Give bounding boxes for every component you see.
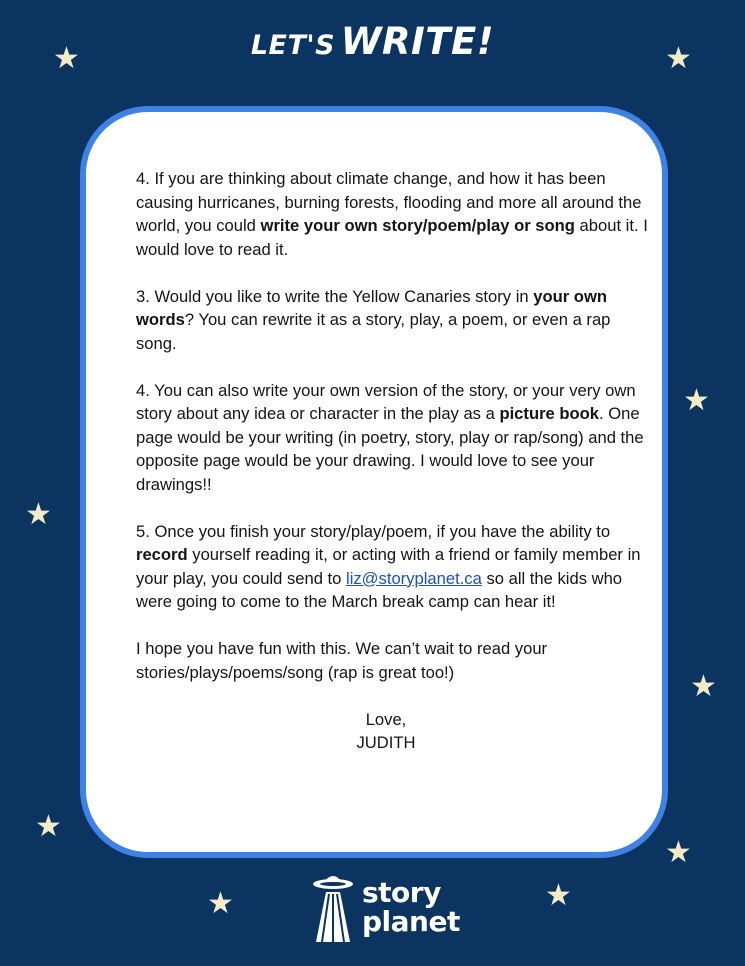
star-icon: ★ [545,878,572,913]
star-icon: ★ [665,41,692,76]
title-write: WRITE! [340,20,495,63]
logo-line-story: story [362,876,441,909]
star-icon: ★ [690,669,717,704]
star-icon: ★ [207,886,234,921]
star-icon: ★ [35,809,62,844]
logo-line-planet: planet [362,905,460,938]
star-icon: ★ [665,835,692,870]
page-title [0,20,745,63]
paragraph-own-words: 3. Would you like to write the Yellow Canaries story in your own words? You can rewrite it as a story, play, a poem, or even a rap song. [136,286,611,353]
paragraph-record: 5. Once you finish your story/play/poem, if you have the ability to record yourself reading it, or acting with a friend or family member in your play, you could send to liz@storyplanet.ca so all the kids who were going to come to the March break camp can hear it! [136,521,641,611]
title-lets: LET'S [250,30,336,61]
story-planet-logo [310,870,470,946]
paragraph-closing-note: I hope you have fun with this. We can’t wait to read your stories/plays/poems/song (rap is great too!) [136,639,548,682]
letter-body [136,167,651,755]
star-icon: ★ [53,41,80,76]
closing-love: Love, [365,709,407,729]
signoff [136,708,636,755]
star-icon: ★ [683,383,710,418]
paragraph-climate: 4. If you are thinking about climate change, and how it has been causing hurricanes, burning forests, flooding and more all around the world, you could write your own story/poem/play or song about it. I would love to read it. [136,169,648,259]
signature-name: JUDITH [356,733,416,752]
email-link[interactable]: liz@storyplanet.ca [346,568,482,588]
star-icon: ★ [25,497,52,532]
letter-card [80,106,668,858]
paragraph-picture-book: 4. You can also write your own version of the story, or your very own story about any idea or character in the play as a picture book. One page would be your writing (in poetry, story, play or rap/song) and the opposite page would be your drawing. I would love to see your drawings!! [136,380,644,494]
ufo-beam-icon [310,870,356,946]
logo-text [362,878,460,936]
